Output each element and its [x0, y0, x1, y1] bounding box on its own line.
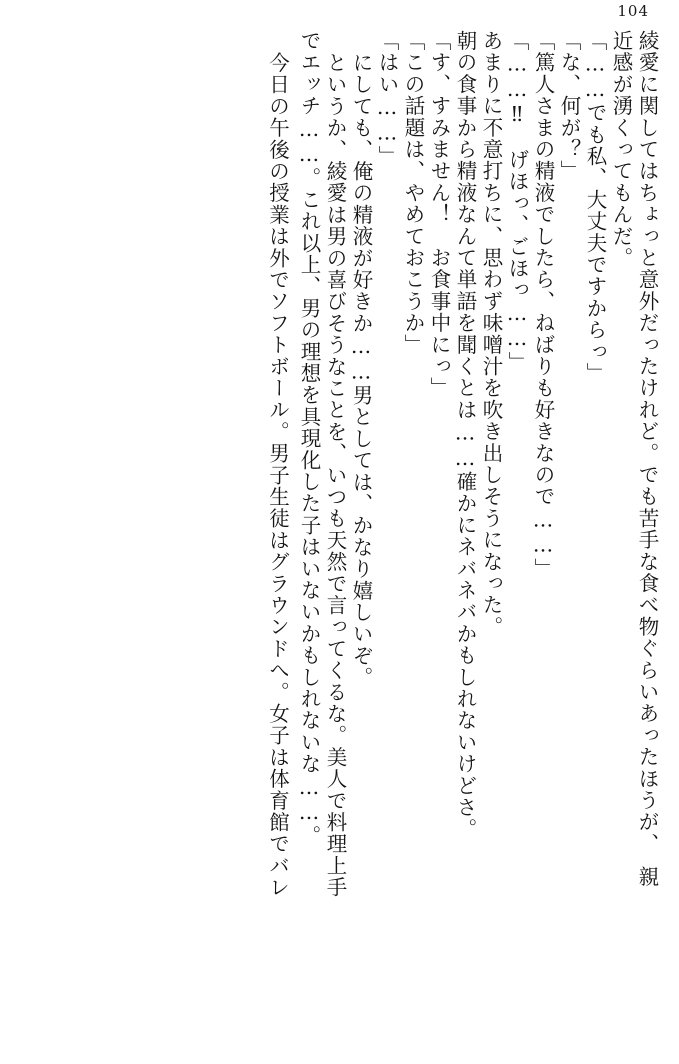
text-line: にしても、俺の精液が好きか……男としては、かなり嬉しいぞ。 — [349, 52, 373, 689]
vertical-text-body — [18, 30, 657, 1042]
text-line: 「……‼ げほっ、ごほっ……」 — [505, 30, 529, 373]
text-line: 「はい……」 — [375, 30, 399, 168]
text-line: というか、綾愛は男の喜びそうなことを、いつも天然で言ってくるな。美人で料理上手 — [323, 52, 347, 899]
text-line: 朝の食事から精液なんて単語を聞くとは……確かにネバネバかもしれないけどさ。 — [453, 30, 477, 840]
text-line: 「な、何が？」 — [557, 30, 581, 182]
text-line: 「す、すみません！ お食事中にっ」 — [427, 30, 451, 399]
text-line: あまりに不意打ちに、思わず味噌汁を吹き出しそうになった。 — [479, 30, 503, 638]
page-number: 104 — [617, 2, 649, 20]
text-line: 「……でも私、大丈夫ですからっ」 — [583, 30, 607, 385]
text-line: でエッチ……。これ以上、男の理想を具現化した子はいないかもしれないな……。 — [297, 30, 321, 847]
text-line: 近感が湧くってもんだ。 — [609, 30, 633, 269]
text-line: 今日の午後の授業は外でソフトボール。男子生徒はグラウンドへ。女子は体育館でバレ — [265, 52, 290, 899]
text-line: 「篤人さまの精液でしたら、ねばりも好きなので……」 — [531, 30, 555, 580]
text-line: 「この話題は、やめておこうか」 — [401, 30, 425, 356]
text-line: 綾愛に関してはちょっと意外だったけれど。でも苦手な食べ物ぐらいあったほうが、 親 — [635, 30, 659, 888]
